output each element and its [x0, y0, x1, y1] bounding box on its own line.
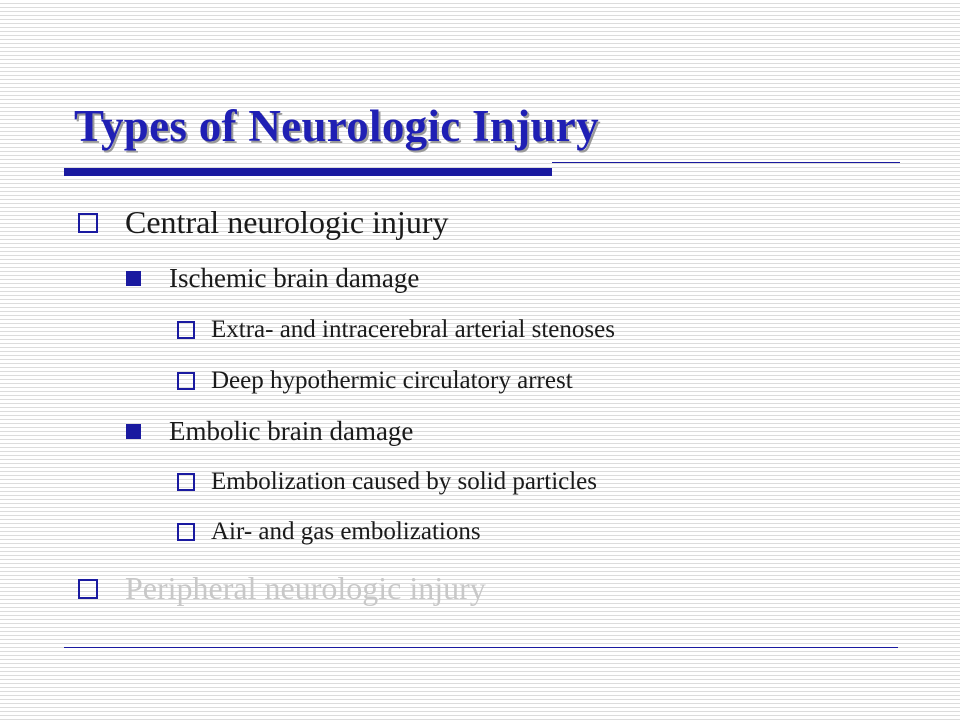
bullet-text: Embolization caused by solid particles	[211, 468, 598, 495]
hollow-square-icon	[78, 579, 98, 599]
filled-square-icon	[126, 424, 141, 439]
hollow-square-icon	[78, 213, 98, 233]
hollow-square-icon	[177, 523, 195, 541]
filled-square-icon	[126, 271, 141, 286]
hollow-square-icon	[177, 473, 195, 491]
title-underline-thick	[64, 168, 552, 176]
bullet-text: Peripheral neurologic injury	[125, 570, 486, 606]
hollow-square-icon	[177, 321, 195, 339]
bullet-arterial-stenoses	[177, 316, 615, 344]
bullet-embolic-damage	[126, 416, 413, 447]
title-underline-thin	[552, 162, 900, 163]
bullet-peripheral-injury	[78, 570, 486, 607]
bullet-gas-embolizations	[177, 518, 481, 546]
bullet-text: Extra- and intracerebral arterial stenoses	[211, 316, 615, 343]
hollow-square-icon	[177, 372, 195, 390]
bullet-solid-particles	[177, 468, 597, 496]
bullet-text: Embolic brain damage	[169, 416, 414, 446]
bullet-text: Ischemic brain damage	[169, 263, 420, 293]
bullet-circulatory-arrest	[177, 367, 573, 395]
bullet-central-injury	[78, 204, 448, 241]
bullet-text: Central neurologic injury	[125, 204, 449, 240]
slide-title: Types of Neurologic Injury	[74, 101, 599, 151]
bullet-ischemic-damage	[126, 263, 419, 294]
bullet-text: Air- and gas embolizations	[211, 518, 481, 545]
bullet-text: Deep hypothermic circulatory arrest	[211, 367, 573, 394]
footer-rule	[64, 647, 898, 648]
